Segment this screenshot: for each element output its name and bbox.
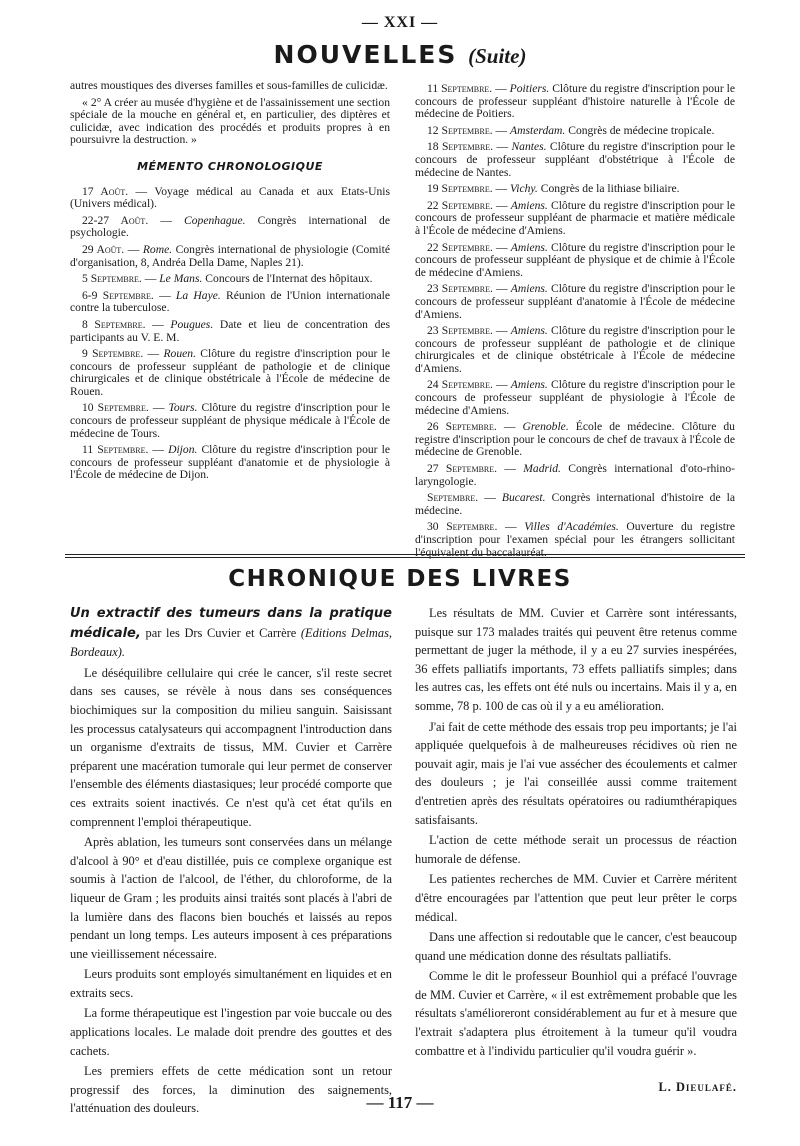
memento-entry: 10 Septembre. — Tours. Clôture du registre d'inscription pour le concours de professeur suppléant de physique médicale à l'École de médecine de Tours. xyxy=(70,401,390,440)
chronique-right-column xyxy=(415,604,737,1097)
book-heading xyxy=(70,604,392,662)
entry-place: Le Mans. xyxy=(159,272,203,286)
entry-text: Clôture du registre d'inscription pour le concours de professeur suppléant de pharmacie et matière médicale à l'École de médecine d'Amiens. xyxy=(415,198,735,237)
entry-date: 5 Septembre. xyxy=(82,272,142,286)
entry-place: Villes d'Académies. xyxy=(524,520,619,534)
entry-place: Copenhague. xyxy=(184,213,246,227)
memento-entry: 22-27 Août. — Copenhague. Congrès international de psychologie. xyxy=(70,213,390,240)
memento-entry: 22 Septembre. — Amiens. Clôture du registre d'inscription pour le concours de professeur suppléant de physique et de chimie à l'École de médecine d'Amiens. xyxy=(415,240,735,279)
memento-entry: 26 Septembre. — Grenoble. École de médecine. Clôture du registre d'inscription pour le concours de chef de travaux à l'École de médecine de Grenoble. xyxy=(415,420,735,459)
news-intro-continuation: autres moustiques des diverses familles et sous-familles de culicidæ. xyxy=(70,79,388,92)
entry-place: Amiens. xyxy=(510,240,548,254)
entry-date: 22 Septembre. xyxy=(427,240,493,254)
entry-text: Clôture du registre d'inscription pour le concours de professeur suppléant d'anatomie et de physiologie à l'École de médecine de Dijon. xyxy=(70,443,390,482)
chronique-paragraph: Les premiers effets de cette médication sont un retour progressif des forces, la diminution des saignements, l'atténuation des douleurs. xyxy=(70,1064,392,1116)
book-byline: par les Drs Cuvier et Carrère xyxy=(145,625,297,640)
memento-entry: 12 Septembre. — Amsterdam. Congrès de médecine tropicale. xyxy=(427,123,715,137)
entry-text: Clôture du registre d'inscription pour le concours de professeur suppléant de physique et de chimie à l'École de médecine d'Amiens. xyxy=(415,240,735,279)
entry-text: Clôture du registre d'inscription pour le concours de professeur suppléant d'anatomie à l'École de médecine d'Amiens. xyxy=(415,282,735,321)
entry-place: Nantes. xyxy=(511,140,547,154)
entry-place: Grenoble. xyxy=(522,420,569,434)
entry-place: Pougues. xyxy=(170,317,214,331)
memento-entry: 24 Septembre. — Amiens. Clôture du registre d'inscription pour le concours de professeur suppléant de physiologie à l'École de médecine d'Amiens. xyxy=(415,378,735,417)
memento-entry: 5 Septembre. — Le Mans. Concours de l'Internat des hôpitaux. xyxy=(82,272,373,286)
entry-text: Date et lieu de concentration des participants au V. E. M. xyxy=(70,317,391,344)
memento-entry: 11 Septembre. — Poitiers. Clôture du registre d'inscription pour le concours de professeur suppléant d'histoire naturelle à l'École de médecine de Poitiers. xyxy=(415,82,735,121)
chronique-paragraph: Dans une affection si redoutable que le cancer, c'est beaucoup quand une médication donne des résultats palliatifs. xyxy=(415,930,737,963)
entry-text: École de médecine. Clôture du registre d'inscription pour le concours de chef de travaux à l'École de médecine de Grenoble. xyxy=(415,420,735,459)
entry-text: Congrès international d'histoire de la médecine. xyxy=(415,491,736,517)
entry-date: 8 Septembre. xyxy=(82,317,146,331)
memento-entries-left xyxy=(70,186,390,482)
entry-place: Tours. xyxy=(168,401,198,415)
entry-text: Clôture du registre d'inscription pour le concours de professeur suppléant de physique médicale à l'École de médecine de Tours. xyxy=(70,401,390,440)
chronique-paragraph: L'action de cette méthode serait un processus de réaction humorale de défense. xyxy=(415,833,737,866)
chronique-left-column xyxy=(70,604,392,1120)
news-right-column xyxy=(415,83,735,563)
entry-text: Clôture du registre d'inscription pour le concours de professeur suppléant de pathologie et de clinique chirurgicales et de clinique obstétricale à l'École de médecine d'Amiens. xyxy=(415,324,735,375)
entry-text: Clôture du registre d'inscription pour le concours de professeur suppléant de physiologie à l'École de médecine d'Amiens. xyxy=(415,378,735,417)
entry-date: 22-27 Août. xyxy=(82,213,149,227)
book-publisher: (Editions Delmas, Bordeaux). xyxy=(70,625,392,660)
entry-date: 9 Septembre. xyxy=(82,347,144,361)
page-number: — 117 — xyxy=(366,1093,434,1112)
roman-folio: — XXI — xyxy=(361,14,439,31)
header-suite: (Suite) xyxy=(468,44,527,68)
entry-date: 23 Septembre. xyxy=(427,324,493,338)
memento-entry: 23 Septembre. — Amiens. Clôture du registre d'inscription pour le concours de professeur suppléant de pathologie et de clinique chirurgicales et de clinique obstétricale à l'École de médecine d'Amiens. xyxy=(415,324,735,375)
entry-date: 10 Septembre. xyxy=(82,401,149,415)
author-signature: L. Dieulafé. xyxy=(658,1080,737,1095)
header-title: NOUVELLES xyxy=(273,40,458,69)
memento-entries-right xyxy=(415,83,735,559)
entry-place: Amiens. xyxy=(510,198,548,212)
memento-entry: 23 Septembre. — Amiens. Clôture du registre d'inscription pour le concours de professeur suppléant d'anatomie à l'École de médecine d'Amiens. xyxy=(415,282,735,321)
entry-date: 22 Septembre. xyxy=(427,198,493,212)
chronique-paragraph: Après ablation, les tumeurs sont conservées dans un mélange d'alcool à 90° et d'eau distillée, puis ce complexe organique est soumis à l'action de l'alcool, de l'éther, du chloroforme, de la liqueur de Gram ; les produits ainsi traités sont placés à l'abri de la lumière dans des flacons bien bouchés et laissés au repos pendant un long temps. Les auteurs imposent à ces préparations une vieillissement nécessaire. xyxy=(70,835,392,961)
entry-place: Poitiers. xyxy=(509,82,550,95)
chronique-paragraph: Les patientes recherches de MM. Cuvier et Carrère méritent d'être encouragées par l'attention que peut leur prêter le corps médical. xyxy=(415,872,737,924)
memento-entry: 22 Septembre. — Amiens. Clôture du registre d'inscription pour le concours de professeur suppléant de pharmacie et matière médicale à l'École de médecine d'Amiens. xyxy=(415,198,735,237)
entry-date: 6-9 Septembre. xyxy=(82,288,154,302)
entry-text: Ouverture du registre d'inscription pour l'examen spécial pour les étrangers sollicitant l'équivalent du baccalauréat. xyxy=(415,520,735,559)
entry-place: Rouen. xyxy=(163,347,196,361)
entry-text: Concours de l'Internat des hôpitaux. xyxy=(205,272,373,286)
entry-text: Congrès de la lithiase biliaire. xyxy=(540,182,680,196)
entry-text: Congrès international de psychologie. xyxy=(70,213,390,240)
chronique-paragraph: J'ai fait de cette méthode des essais trop peu importants; je l'ai appliquée quelquefois à de malheureuses récidives où rien ne pouvait agir, mais je l'ai vue assécher des écoulements et calmer des douleurs ; je l'ai conseillée aussi comme traitement d'entretien après des résultats opératoires ou radiumthérapiques satisfaisants. xyxy=(415,719,737,827)
entry-text: Réunion de l'Union internationale contre la tuberculose. xyxy=(70,288,390,315)
news-intro-quote: « 2° A créer au musée d'hygiène et de l'assainissement une section spéciale de la mouche en général et, en particulier, des diptères et culicidæ, avec indication des procédés et produits propres à en poursuivre la destruction. » xyxy=(70,95,390,147)
chronique-paragraph: La forme thérapeutique est l'ingestion par voie buccale ou des applications locales. Le malade doit prendre des gouttes et des cachets. xyxy=(70,1006,392,1058)
chronique-title: CHRONIQUE DES LIVRES xyxy=(228,566,572,592)
entry-date: 27 Septembre. xyxy=(427,462,498,476)
memento-heading: MÉMENTO CHRONOLOGIQUE xyxy=(137,159,323,173)
memento-entry xyxy=(70,186,390,211)
news-left-column xyxy=(70,80,390,486)
memento-entry: 8 Septembre. — Pougues. Date et lieu de concentration des participants au V. E. M. xyxy=(70,317,391,344)
entry-place: Rome. xyxy=(142,242,173,256)
section-header xyxy=(0,40,800,69)
memento-entry: 19 Septembre. — Vichy. Congrès de la lithiase biliaire. xyxy=(427,182,680,196)
entry-text: Clôture du registre d'inscription pour le concours de professeur suppléant de pathologie et de clinique chirurgicales et de clinique obstétricale à l'École de médecine de Rouen. xyxy=(70,347,391,398)
chronique-paragraph: Comme le dit le professeur Bounhiol qui a préfacé l'ouvrage de MM. Cuvier et Carrère, « il est extrêmement probable que les résultats s'amélioreront considérablement au fur et à mesure que l'extrait s'adaptera plus étroitement à la tumeur qu'il voudra combattre et à l'individu particulier qu'il voudra guérir ». xyxy=(415,969,737,1058)
entry-place: Amiens. xyxy=(510,378,548,392)
memento-entry: 29 Août. — Rome. Congrès international de physiologie (Comité d'organisation, 8, Andréa Della Dame, Naples 21). xyxy=(70,242,390,269)
section-divider xyxy=(65,554,745,555)
entry-date: 17 Août. xyxy=(82,184,129,198)
memento-entry: 30 Septembre. — Villes d'Académies. Ouverture du registre d'inscription pour l'examen spécial pour les étrangers sollicitant l'équivalent du baccalauréat. xyxy=(415,520,735,559)
entry-date: 24 Septembre. xyxy=(427,378,493,392)
chronique-paragraph: Les résultats de MM. Cuvier et Carrère sont intéressants, puisque sur 173 malades traités qui peuvent être retenus comme permettant de juger la méthode, il y a eu 27 survies inespérées, 36 effets palliatifs importants, 73 effets palliatifs simples; dans les autres cas, les effets ont été nuls ou incertains. Mais il y a, en somme, 78 p. 100 de cas où il y a eu amélioration. xyxy=(415,606,737,713)
entry-date: 18 Septembre. xyxy=(427,140,494,154)
chronique-right-paragraphs xyxy=(415,604,737,1060)
entry-text: Congrès international de physiologie (Comité d'organisation, 8, Andréa Della Dame, Naples 21). xyxy=(70,242,390,269)
memento-entry: 18 Septembre. — Nantes. Clôture du registre d'inscription pour le concours de professeur suppléant d'obstétrique à l'École de médecine de Nantes. xyxy=(415,140,735,179)
book-title: Un extractif des tumeurs dans la pratique médicale, xyxy=(70,606,392,641)
memento-entry: 11 Septembre. — Dijon. Clôture du registre d'inscription pour le concours de professeur suppléant d'anatomie et de physiologie à l'École de médecine de Dijon. xyxy=(70,443,390,482)
entry-place: Amiens. xyxy=(510,282,548,296)
entry-place: Bucarest. xyxy=(501,491,546,505)
entry-date: 11 Septembre. xyxy=(427,82,493,95)
entry-place: Dijon. xyxy=(168,443,198,457)
entry-date: 30 Septembre. xyxy=(427,520,498,534)
entry-date: 29 Août. xyxy=(82,242,125,256)
entry-date: 26 Septembre. xyxy=(427,420,497,434)
entry-text: Congrès international d'oto-rhino-laryngologie. xyxy=(415,462,735,488)
chronique-paragraph: Le déséquilibre cellulaire qui crée le cancer, s'il reste secret dans ses causes, se révèle à nous dans ses conséquences biochimiques sur la composition du milieu sanguin. Saisissant les processus catalysateurs qui accompagnent l'introduction dans un organisme d'extraits de tissus, MM. Cuvier et Carrère préparent une macération tumorale qui leur permet de conserver l'ensemble des éléments diastasiques; leur procédé comporte que ces extraits soient inactivés. Ce n'est qu'à cet état qu'ils en comprennent l'emploi thérapeutique. xyxy=(70,665,392,829)
chronique-left-paragraphs xyxy=(70,664,392,1118)
entry-date: 19 Septembre. xyxy=(427,182,493,196)
entry-text: — Voyage médical au Canada et aux Etats-Unis (Univers médical). xyxy=(70,184,390,211)
chronique-paragraph: Leurs produits sont employés simultanément en liquides et en extraits secs. xyxy=(70,967,392,1000)
entry-place: Amiens. xyxy=(510,324,548,338)
memento-entry: Septembre. — Bucarest. Congrès international d'histoire de la médecine. xyxy=(415,491,736,517)
memento-entry: 6-9 Septembre. — La Haye. Réunion de l'Union internationale contre la tuberculose. xyxy=(70,288,390,315)
section-divider-second xyxy=(65,557,745,558)
memento-entry: 27 Septembre. — Madrid. Congrès international d'oto-rhino-laryngologie. xyxy=(415,462,735,488)
entry-place: Madrid. xyxy=(523,462,561,476)
entry-date: 12 Septembre. xyxy=(427,123,493,137)
entry-place: La Haye. xyxy=(175,288,221,302)
entry-place: Vichy. xyxy=(510,182,538,196)
entry-place: Amsterdam. xyxy=(510,123,566,137)
memento-entry: 9 Septembre. — Rouen. Clôture du registre d'inscription pour le concours de professeur suppléant de pathologie et de clinique chirurgicales et de clinique obstétricale à l'École de médecine de Rouen. xyxy=(70,347,391,398)
entry-date: Septembre. xyxy=(427,491,479,505)
entry-text: Clôture du registre d'inscription pour le concours de professeur suppléant d'obstétrique à l'École de médecine de Nantes. xyxy=(415,140,735,179)
entry-text: Clôture du registre d'inscription pour le concours de professeur suppléant d'histoire naturelle à l'École de médecine de Poitiers. xyxy=(415,82,735,121)
entry-date: 11 Septembre. xyxy=(82,443,149,457)
entry-date: 23 Septembre. xyxy=(427,282,493,296)
entry-text: Congrès de médecine tropicale. xyxy=(568,123,715,137)
